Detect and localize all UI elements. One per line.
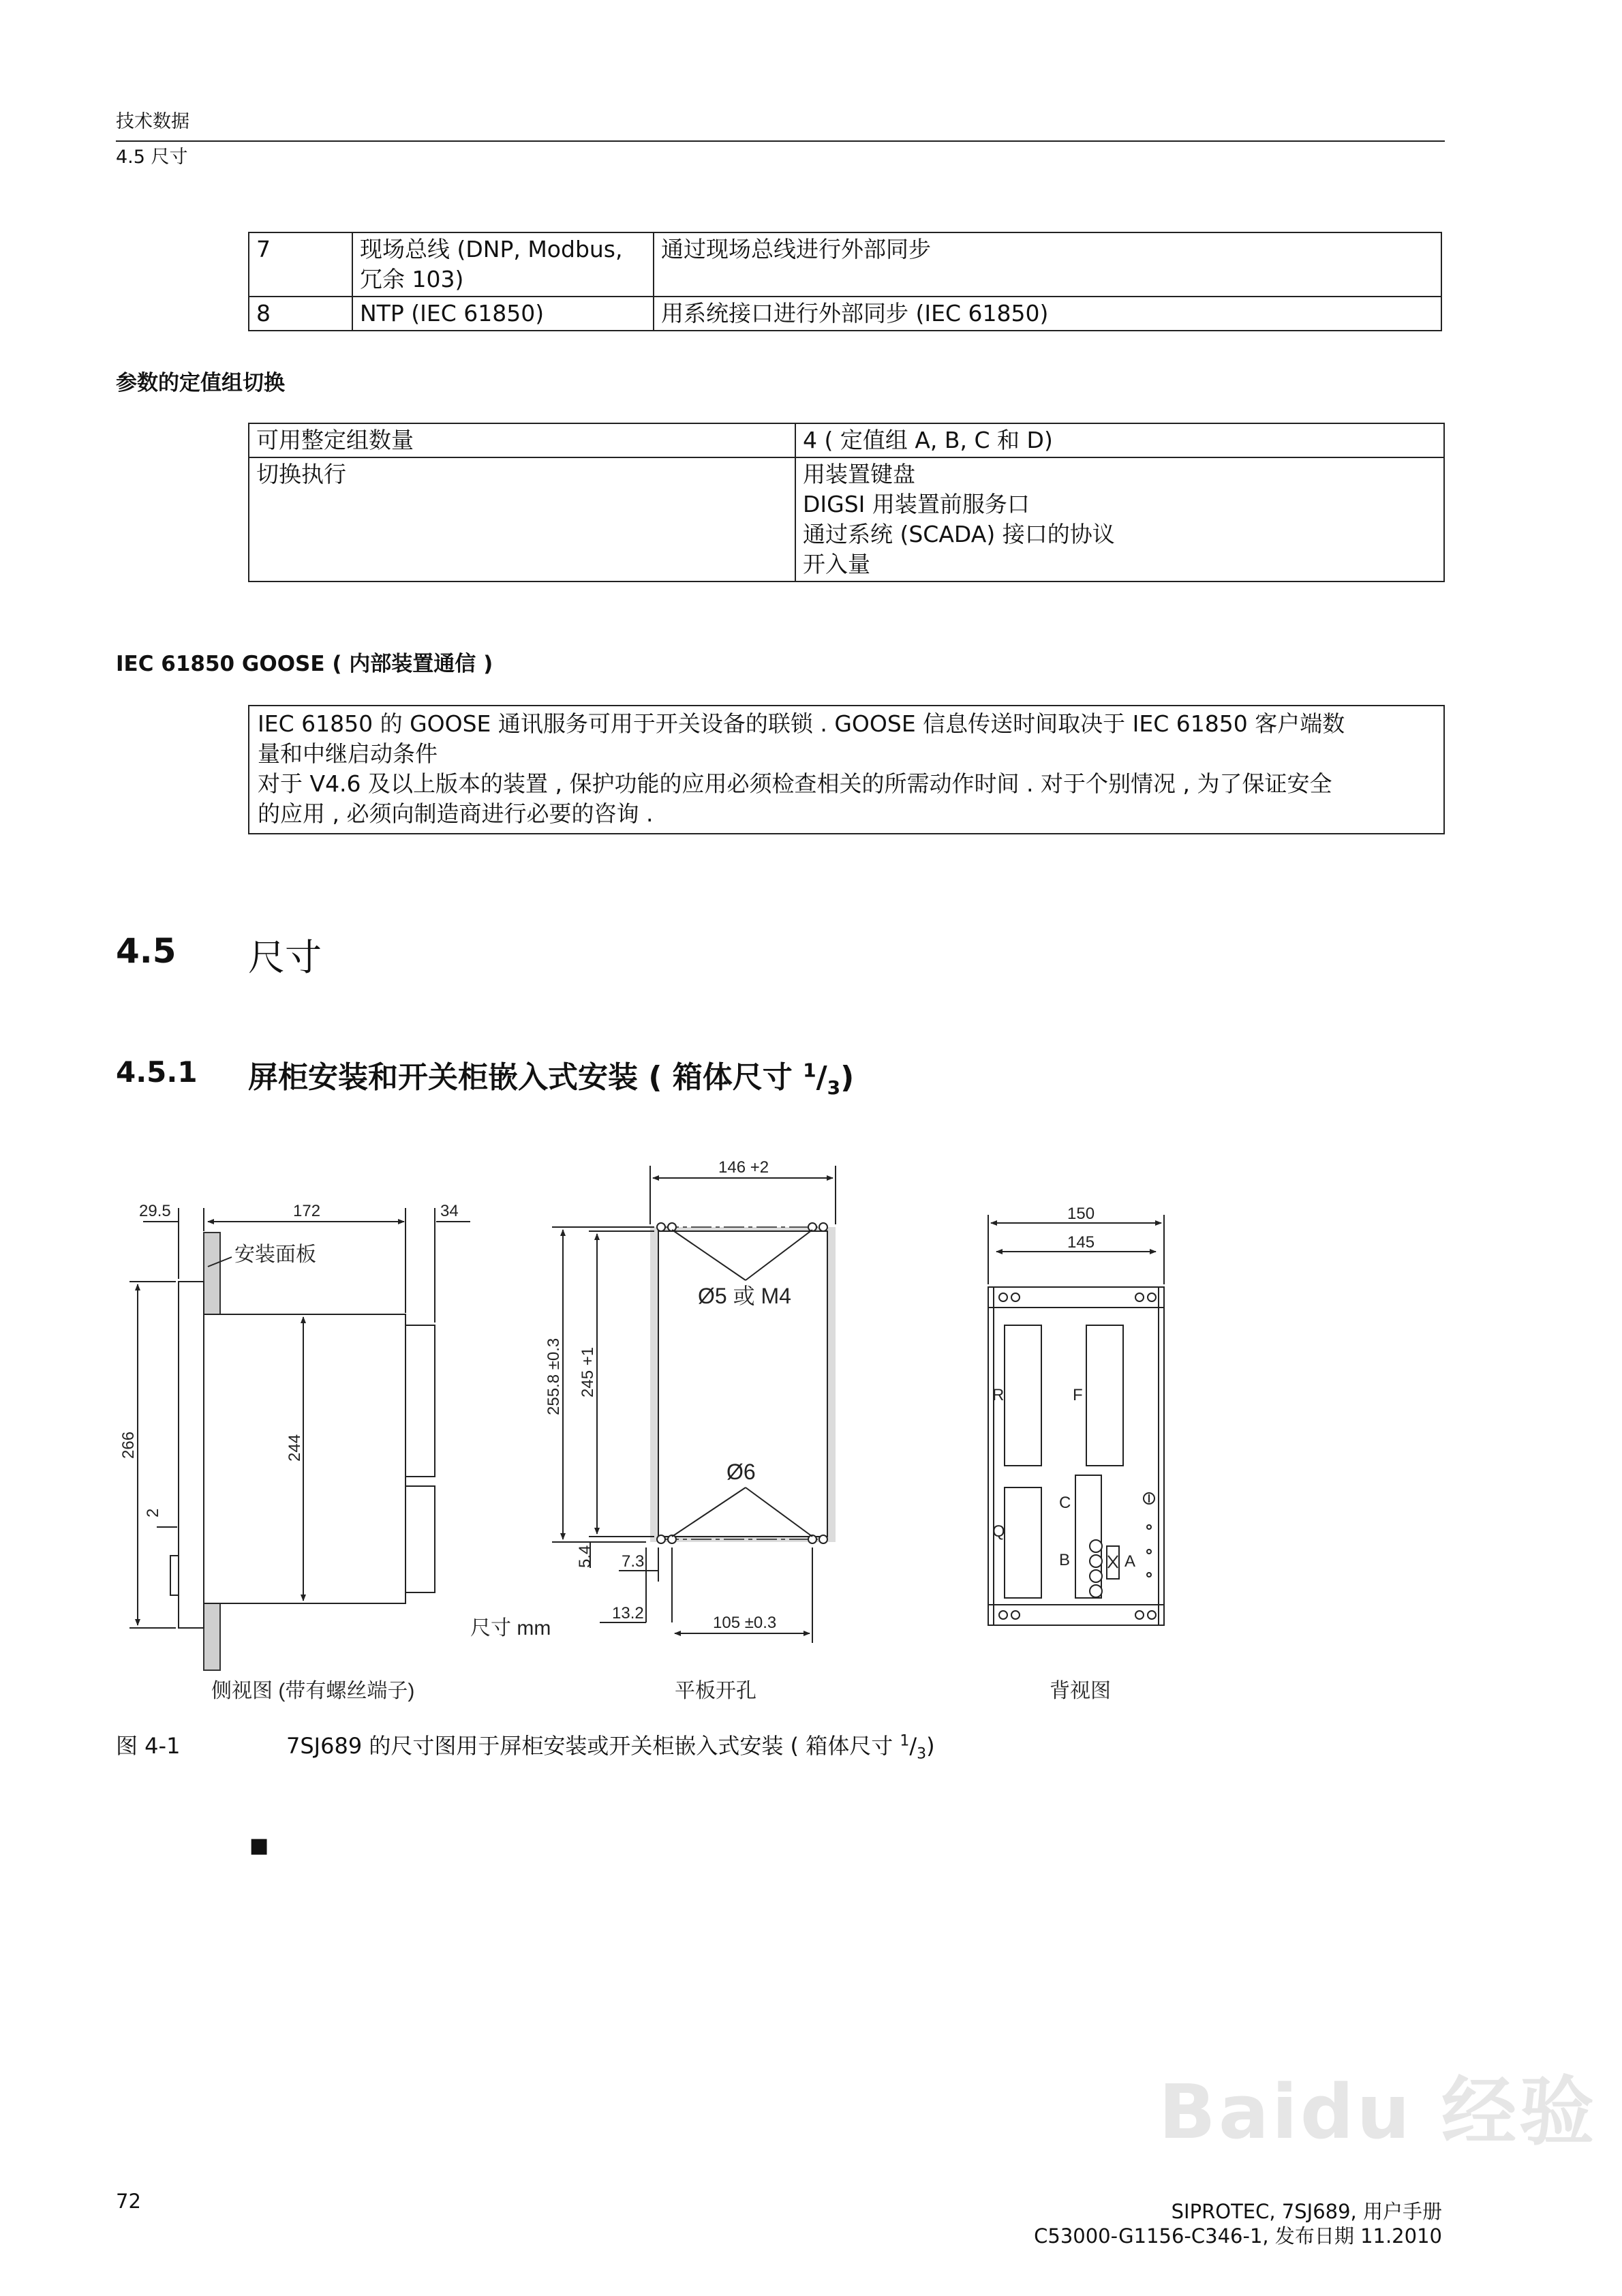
figure-caption-text: 7SJ689 的尺寸图用于屏柜安装或开关柜嵌入式安装 ( 箱体尺寸	[286, 1733, 900, 1759]
panel-cutout	[552, 1166, 836, 1643]
footer-doc: C53000-G1156-C346-1, 发布日期 11.2010	[1034, 2224, 1442, 2248]
footer-product: SIPROTEC, 7SJ689, 用户手册	[1171, 2200, 1442, 2223]
figure-label: 图 4-1	[116, 1733, 181, 1759]
slot-b-label: B	[1059, 1551, 1071, 1569]
table-cell: 4 ( 定值组 A, B, C 和 D)	[795, 423, 1444, 457]
section-451-title-text: 屏柜安装和开关柜嵌入式安装 ( 箱体尺寸	[248, 1060, 804, 1095]
header-chapter: 技术数据	[116, 111, 189, 132]
dim-side-left: 29.5	[139, 1202, 171, 1220]
watermark-logo: Baidu 经验	[1159, 2068, 1597, 2156]
dim-side-inner: 244	[286, 1434, 304, 1462]
table-cell: 切换执行	[249, 457, 795, 581]
table-cell: 可用整定组数量	[249, 423, 795, 457]
figure-caption-close: )	[926, 1733, 935, 1759]
dim-73: 7.3	[622, 1552, 645, 1571]
section-451-close: )	[840, 1060, 855, 1095]
hole-bottom-label: Ø6	[726, 1460, 756, 1484]
header-section: 4.5 尺寸	[116, 147, 188, 168]
table-cell: 通过现场总线进行外部同步	[654, 232, 1441, 297]
dim-side-height: 266	[119, 1431, 138, 1459]
end-mark: ■	[249, 1834, 269, 1858]
table-cell: NTP (IEC 61850)	[352, 297, 654, 331]
section-451-number: 4.5.1	[116, 1055, 198, 1089]
table-cell: 7	[249, 232, 352, 297]
dim-cutout-outer-height: 255.8 ±0.3	[545, 1338, 563, 1415]
frac-denominator: 3	[917, 1745, 927, 1763]
dim-132: 13.2	[612, 1604, 644, 1622]
dim-rear-inner: 145	[1067, 1233, 1095, 1252]
table-cell: 用系统接口进行外部同步 (IEC 61850)	[654, 297, 1441, 331]
panel-label: 安装面板	[234, 1243, 316, 1266]
view-label-cutout: 平板开孔	[675, 1680, 756, 1702]
section-451-title: 屏柜安装和开关柜嵌入式安装 ( 箱体尺寸 $^1/_3$)	[248, 1059, 855, 1099]
goose-line: 量和中继启动条件	[258, 740, 438, 767]
switch-method-4: 开入量	[803, 551, 870, 577]
slot-c-label: C	[1059, 1494, 1071, 1512]
view-label-rear: 背视图	[1050, 1680, 1111, 1702]
table-cell: 现场总线 (DNP, Modbus, 冗余 103)	[352, 232, 654, 297]
dim-cutout-inner-height: 245 +1	[579, 1346, 597, 1398]
dim-54: 5.4	[576, 1545, 594, 1568]
frac-numerator: 1	[900, 1732, 910, 1750]
rear-view	[988, 1215, 1164, 1625]
frac-denominator: 3	[827, 1076, 841, 1099]
goose-heading: IEC 61850 GOOSE ( 内部装置通信 )	[116, 652, 493, 676]
slot-q-label: Q	[992, 1522, 1005, 1541]
section-45-title: 尺寸	[248, 936, 322, 979]
dim-side-mid: 172	[293, 1202, 321, 1220]
table-cell: 8	[249, 297, 352, 331]
slot-f-label: F	[1073, 1386, 1083, 1404]
view-label-side: 侧视图 (带有螺丝端子)	[211, 1680, 415, 1702]
page-number: 72	[116, 2190, 141, 2213]
slot-r-label: R	[992, 1386, 1005, 1404]
dim-rear-outer: 150	[1067, 1205, 1095, 1223]
dim-side-gap: 2	[144, 1508, 162, 1517]
switch-method-3: 通过系统 (SCADA) 接口的协议	[803, 521, 1115, 547]
dim-side-right: 34	[440, 1202, 459, 1220]
goose-line: IEC 61850 的 GOOSE 通讯服务可用于开关设备的联锁 . GOOSE 信息传送时间取决于 IEC 61850 客户端数	[258, 710, 1345, 737]
section-45-number: 4.5	[116, 931, 177, 971]
dim-cutout-bottom-width: 105 ±0.3	[713, 1614, 777, 1632]
goose-line: 的应用 , 必须向制造商进行必要的咨询 .	[258, 800, 654, 827]
unit-label: 尺寸 mm	[470, 1617, 551, 1640]
goose-line: 对于 V4.6 及以上版本的装置 , 保护功能的应用必须检查相关的所需动作时间 . 对于个别情况 , 为了保证安全	[258, 770, 1332, 797]
figure-caption: 7SJ689 的尺寸图用于屏柜安装或开关柜嵌入式安装 ( 箱体尺寸 $^1/_3$)	[286, 1732, 935, 1763]
dim-cutout-width: 146 +2	[718, 1158, 769, 1177]
setting-groups-heading: 参数的定值组切换	[116, 371, 285, 395]
switch-method-1: 用装置键盘	[803, 461, 915, 487]
switch-method-2: DIGSI 用装置前服务口	[803, 491, 1030, 517]
slot-a-label: A	[1124, 1552, 1136, 1571]
hole-top-label: Ø5 或 M4	[698, 1284, 791, 1308]
frac-numerator: 1	[803, 1059, 816, 1082]
